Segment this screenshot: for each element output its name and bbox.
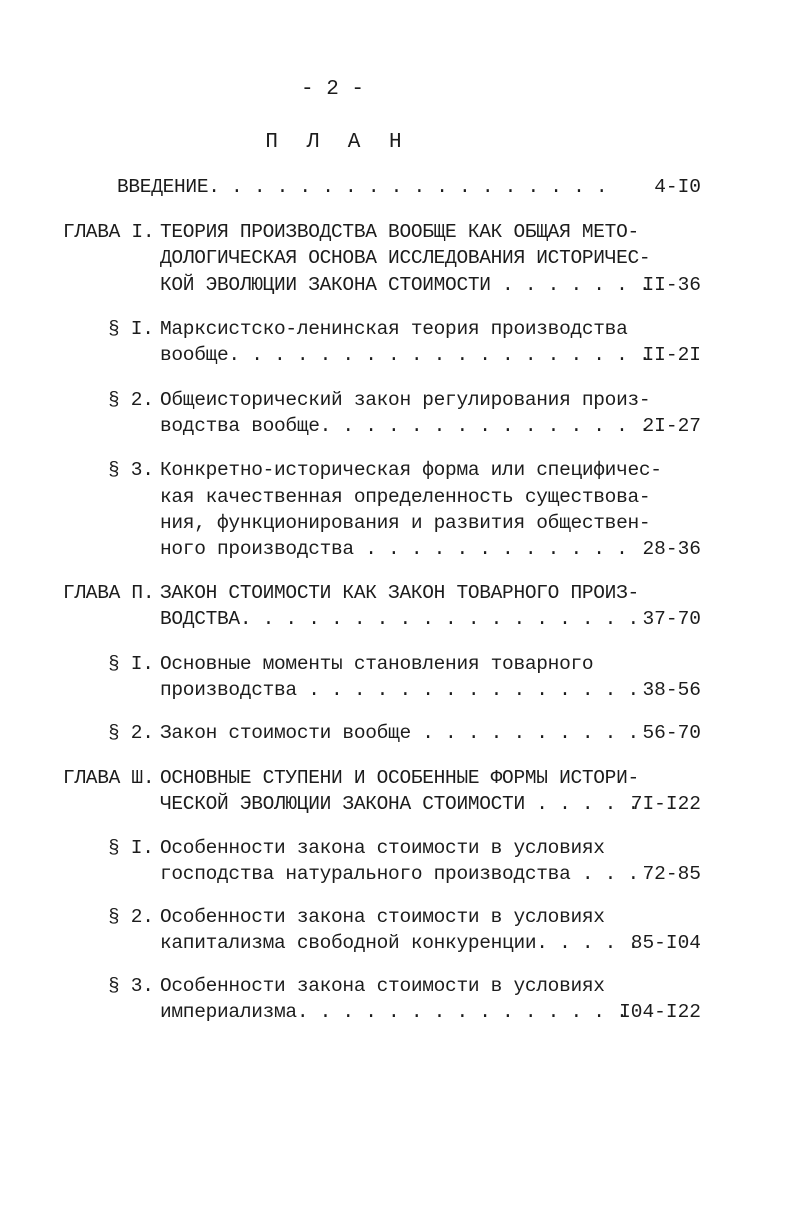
toc-section-3-2-pages: 85-I04 bbox=[630, 932, 701, 954]
toc-chapter-2-line-1: ЗАКОН СТОИМОСТИ КАК ЗАКОН ТОВАРНОГО ПРОИЗ- bbox=[160, 582, 639, 604]
toc-chapter-1-line-2: ДОЛОГИЧЕСКАЯ ОСНОВА ИССЛЕДОВАНИЯ ИСТОРИЧЕС- bbox=[160, 247, 651, 269]
toc-section-2-1-pages: 38-56 bbox=[642, 679, 701, 701]
toc-chapter-2-line-2: ВОДСТВА. . . . . . . . . . . . . . . . . . bbox=[160, 608, 639, 630]
toc-section-2-2-label: § 2. bbox=[108, 722, 154, 744]
toc-section-1-2-line-2: водства вообще. . . . . . . . . . . . . . . bbox=[160, 415, 651, 437]
toc-chapter-1-line-1: ТЕОРИЯ ПРОИЗВОДСТВА ВООБЩЕ КАК ОБЩАЯ МЕТО- bbox=[160, 221, 639, 243]
toc-section-1-3-pages: 28-36 bbox=[642, 538, 701, 560]
toc-section-2-1-line-1: Основные моменты становления товарного bbox=[160, 653, 594, 675]
toc-section-3-3-pages: I04-I22 bbox=[619, 1001, 701, 1023]
toc-section-3-2-label: § 2. bbox=[108, 906, 154, 928]
toc-section-1-3-label: § 3. bbox=[108, 459, 154, 481]
toc-section-3-1-label: § I. bbox=[108, 837, 154, 859]
toc-chapter-2-pages: 37-70 bbox=[642, 608, 701, 630]
toc-section-3-1-line-1: Особенности закона стоимости в условиях bbox=[160, 837, 605, 859]
toc-chapter-1-line-3: КОЙ ЭВОЛЮЦИИ ЗАКОНА СТОИМОСТИ . . . . . . . bbox=[160, 274, 651, 296]
toc-chapter-1-label: ГЛАВА I. bbox=[63, 221, 155, 243]
toc-section-1-3-line-2: кая качественная определенность существова- bbox=[160, 486, 651, 508]
toc-section-2-1-label: § I. bbox=[108, 653, 154, 675]
toc-chapter-2-label: ГЛАВА П. bbox=[63, 582, 155, 604]
toc-section-1-3-line-3: ния, функционирования и развития обществен- bbox=[160, 512, 651, 534]
toc-section-1-1-line-1: Марксистско-ленинская теория производства bbox=[160, 318, 628, 340]
toc-chapter-3-line-1: ОСНОВНЫЕ СТУПЕНИ И ОСОБЕННЫЕ ФОРМЫ ИСТОРИ- bbox=[160, 767, 639, 789]
toc-section-1-1-line-2: вообще. . . . . . . . . . . . . . . . . . . bbox=[160, 344, 651, 366]
toc-section-3-3-label: § 3. bbox=[108, 975, 154, 997]
toc-section-3-2-line-2: капитализма свободной конкуренции. . . . . bbox=[160, 932, 639, 954]
page-title: П Л А Н bbox=[265, 131, 410, 154]
toc-section-2-2-pages: 56-70 bbox=[642, 722, 701, 744]
toc-chapter-3-label: ГЛАВА Ш. bbox=[63, 767, 155, 789]
page-number: - 2 - bbox=[300, 78, 364, 101]
toc-section-2-2-line-1: Закон стоимости вообще . . . . . . . . . . bbox=[160, 722, 639, 744]
toc-section-3-3-line-1: Особенности закона стоимости в условиях bbox=[160, 975, 605, 997]
toc-intro-pages: 4-I0 bbox=[654, 176, 701, 198]
toc-section-3-3-line-2: империализма. . . . . . . . . . . . . . . bbox=[160, 1001, 628, 1023]
toc-section-1-2-line-1: Общеисторический закон регулирования произ- bbox=[160, 389, 651, 411]
toc-section-3-1-line-2: господства натурального производства . . . bbox=[160, 863, 639, 885]
toc-section-1-3-line-1: Конкретно-историческая форма или специфичес- bbox=[160, 459, 662, 481]
toc-section-1-3-line-4: ного производства . . . . . . . . . . . . bbox=[160, 538, 628, 560]
toc-chapter-3-line-2: ЧЕСКОЙ ЭВОЛЮЦИИ ЗАКОНА СТОИМОСТИ . . . . . bbox=[160, 793, 639, 815]
toc-section-3-2-line-1: Особенности закона стоимости в условиях bbox=[160, 906, 605, 928]
toc-chapter-1-pages: II-36 bbox=[642, 274, 701, 296]
toc-section-1-1-pages: II-2I bbox=[642, 344, 701, 366]
toc-section-1-2-pages: 2I-27 bbox=[642, 415, 701, 437]
toc-section-1-1-label: § I. bbox=[108, 318, 154, 340]
toc-intro-text: ВВЕДЕНИЕ. . . . . . . . . . . . . . . . . . bbox=[117, 176, 608, 198]
toc-section-1-2-label: § 2. bbox=[108, 389, 154, 411]
toc-section-3-1-pages: 72-85 bbox=[642, 863, 701, 885]
toc-chapter-3-pages: 7I-I22 bbox=[630, 793, 701, 815]
toc-section-2-1-line-2: производства . . . . . . . . . . . . . . . bbox=[160, 679, 639, 701]
